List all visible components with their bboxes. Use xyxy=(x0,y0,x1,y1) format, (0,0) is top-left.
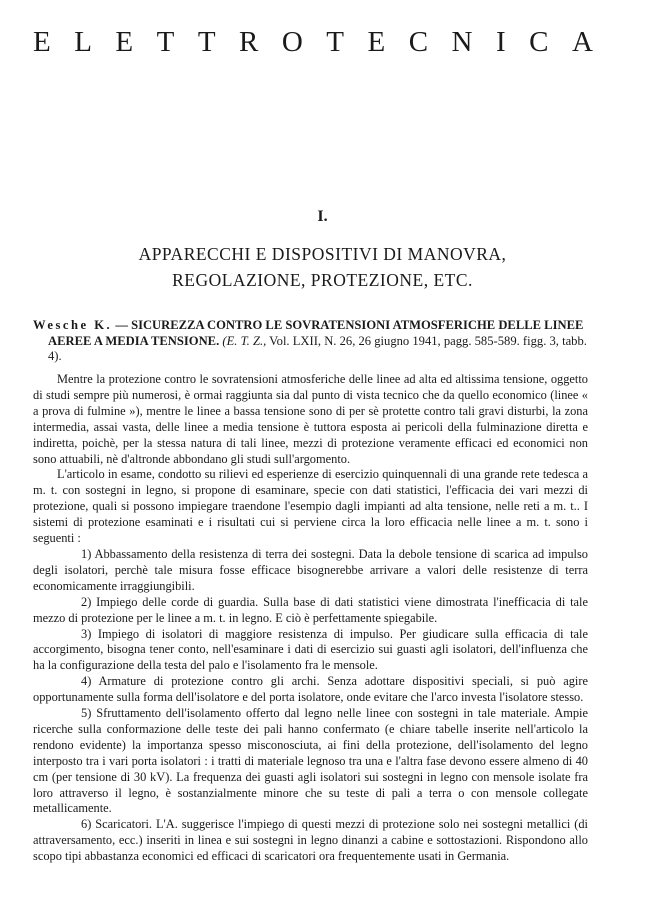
running-head-letter: A xyxy=(571,26,593,58)
reference-pages: pagg. 585-589. figg. 3, tabb. 4). xyxy=(48,333,587,363)
section-title-line: APPARECCHI E DISPOSITIVI DI MANOVRA, xyxy=(138,244,507,264)
reference-title: SICUREZZA CONTRO LE SOVRATENSIONI ATMOSFERICHE DELLE LINEE AEREE A MEDIA TENSIONE. xyxy=(48,318,584,348)
list-item: 4) Armature di protezione contro gli archi. Senza adottare dispositivi speciali, si può agire opportunamente sulla forma dell'isolatore e del porta isolatore, onde evitare che l'arco investa l'isolatore stesso. xyxy=(33,674,588,705)
running-head-letter: R xyxy=(239,26,259,58)
reference-dash: — xyxy=(112,318,132,332)
reference-details: Vol. LXII, N. 26, 26 giugno 1941, xyxy=(266,333,441,348)
running-head-letter: L xyxy=(74,26,92,58)
list-item: 5) Sfruttamento dell'isolamento offerto dal legno nelle linee con sostegni in tale materiale. Ampie ricerche sulla conformazione delle teste dei pali hanno confermato (e chiare tabelle inserite nell'articolo la rendono evidente) la importanza spesso misconosciuta, ai fini della protezione, dell'isolamento del legno interposto tra i vari porta isolatori : i tratti di materiale legnoso tra una e l'altra fase devono essere almeno di 40 cm (per tensione di 30 kV). La frequenza dei guasti agli isolatori sui sostegni in legno con mensole isolate fra loro attraverso il legno, è sostanzialmente minore che su teste di pali a terra o con mensole collegate metallicamente. xyxy=(33,706,588,816)
list-item: 2) Impiego delle corde di guardia. Sulla base di dati statistici viene dimostrata l'inefficacia di tale mezzo di protezione per le linee a m. t. in legno. E ciò è perfettamente spiegabile. xyxy=(33,594,588,625)
reference-entry xyxy=(33,318,588,365)
reference-author: Wesche K. xyxy=(33,318,113,332)
running-head-letter: N xyxy=(451,26,473,58)
running-head-letter: I xyxy=(495,26,506,58)
section-title-line: REGOLAZIONE, PROTEZIONE, ETC. xyxy=(172,270,473,290)
running-head-letter: T xyxy=(197,26,216,58)
running-head-letter: C xyxy=(529,26,549,58)
paragraph: Mentre la protezione contro le sovratensioni atmosferiche delle linee ad alta ed altissima tensione, oggetto di studi sempre più numerosi, è ormai raggiunta sia dal punto di vista tecnico che da quello economico (linee « a prova di fulmine »), mentre le linee a bassa tensione sono di per sè protette contro tali gravi disturbi, la zona intermedia, assai vasta, delle linee a media tensione è tuttora esposta ai pericoli della fulminazione diretta e indiretta, poichè, per la stessa natura di tali linee, mezzi di protezione veramente efficaci ed economici non sono attuabili, nè d'altronde abbondano gli studi sull'argomento. xyxy=(33,372,588,466)
reference-journal: (E. T. Z., xyxy=(222,333,267,348)
bibliographic-reference xyxy=(33,318,588,365)
article-body xyxy=(33,372,588,865)
running-head-letter: O xyxy=(281,26,303,58)
running-head-letter: E xyxy=(33,26,51,58)
section-number: I. xyxy=(317,208,328,225)
running-head-letter: E xyxy=(367,26,386,58)
list-item: 3) Impiego di isolatori di maggiore resistenza di impulso. Per giudicare sulla efficacia di tale accorgimento, bisogna tener conto, nell'esaminare i dati di esercizio sui guasti agli isolatori, dell'influenza che ha la configurazione della testa del palo e l'isolamento fra le mensole. xyxy=(33,626,588,673)
running-head-letter: E xyxy=(115,26,134,58)
paragraph: L'articolo in esame, condotto su rilievi ed esperienze di esercizio quinquennali di una grande rete tedesca a m. t. con sostegni in legno, si propone di esaminare, specie con dati statistici, l'efficacia dei vari mezzi di protezione, quali si possono impiegare traendone l'esempio dagli impianti ad alta tensione, nelle reti a m. t.. I sistemi di protezione esaminati e i risultati cui si perviene circa la loro efficacia nelle linee a m. t. sono i seguenti : xyxy=(33,467,588,546)
list-item: 6) Scaricatori. L'A. suggerisce l'impiego di questi mezzi di protezione solo nei sostegni metallici (di attraversamento, ecc.) inseriti in linea e sui sostegni in legno dinanzi a cabine e sottostazioni. Rispondono allo scopo tipi abbastanza economici ed efficaci di scaricatori ora frequentemente usati in Germania. xyxy=(33,817,588,864)
section-title xyxy=(60,241,585,293)
list-item: 1) Abbassamento della resistenza di terra dei sostegni. Data la debole tensione di scarica ad impulso degli isolatori, perchè tale misura fosse efficace bisognerebbe arrivare a valori delle resistenze di terra economicamente irraggiungibili. xyxy=(33,546,588,593)
running-head-letter: T xyxy=(326,26,344,58)
running-head-letter: C xyxy=(408,26,429,58)
running-head xyxy=(33,22,593,62)
running-head-letter: T xyxy=(156,26,175,58)
